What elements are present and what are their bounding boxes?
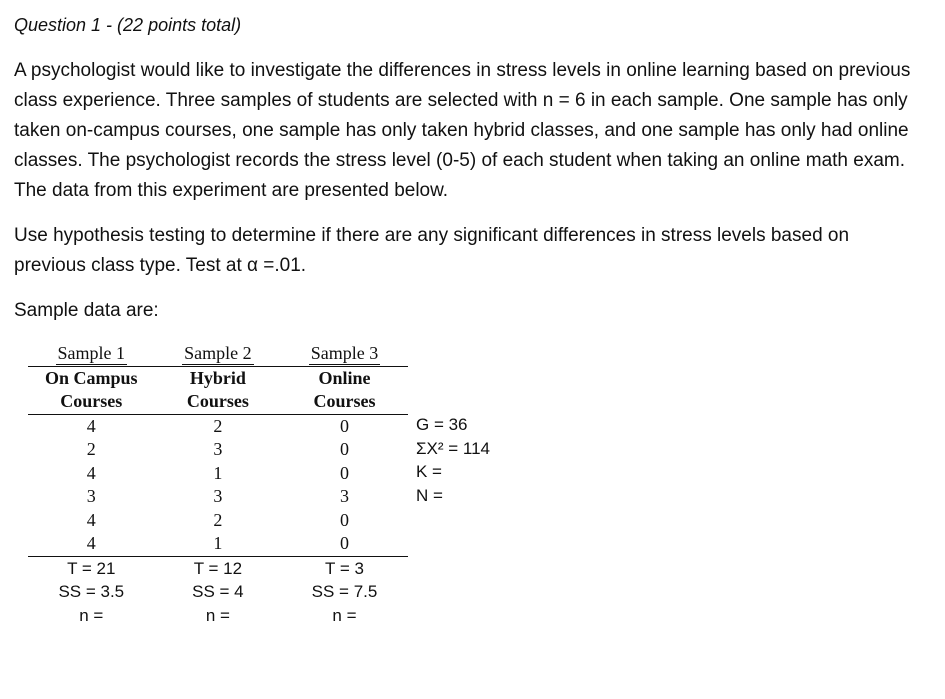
data-cell: 3	[86, 486, 96, 506]
totals-row	[28, 557, 408, 581]
data-cell: 4	[86, 509, 96, 530]
total-sample-3: T = 3	[325, 558, 364, 578]
header-group-1: On Campus	[45, 367, 138, 388]
data-cell: 2	[213, 509, 223, 530]
data-cell: 4	[86, 415, 96, 436]
data-cell: 4	[86, 462, 96, 483]
header-sample-2: Sample 2	[184, 343, 252, 363]
data-cell: 3	[213, 439, 223, 459]
table-row	[28, 509, 408, 533]
data-cell: 3	[339, 486, 349, 506]
data-cell: 2	[213, 415, 223, 436]
header-courses-1: Courses	[60, 391, 123, 411]
data-cell: 3	[213, 486, 223, 506]
table-row	[28, 532, 408, 556]
header-courses-3: Courses	[313, 391, 376, 411]
k-value: K =	[416, 462, 442, 481]
table-row	[28, 462, 408, 486]
header-row-2	[28, 367, 408, 391]
data-cell: 0	[339, 509, 349, 530]
n-total: N =	[416, 485, 443, 505]
summary-stats	[416, 413, 490, 507]
data-cell: 1	[213, 533, 223, 553]
total-sample-1: T = 21	[67, 558, 116, 578]
data-cell: 0	[339, 462, 349, 483]
question-title: Question 1 - (22 points total)	[14, 15, 242, 35]
header-group-3: Online	[318, 367, 371, 388]
data-cell: 0	[339, 533, 349, 553]
header-courses-2: Courses	[186, 391, 249, 411]
header-row-3	[28, 390, 408, 414]
table-row	[28, 438, 408, 462]
ss-sample-2: SS = 4	[192, 582, 244, 601]
grand-total: G = 36	[416, 415, 468, 434]
n-row	[28, 604, 408, 628]
ss-sample-3: SS = 7.5	[311, 582, 378, 601]
sum-x-squared: ΣX² = 114	[416, 438, 490, 458]
table-row	[28, 485, 408, 509]
table-row	[28, 415, 408, 439]
data-cell: 1	[213, 462, 223, 483]
ss-sample-1: SS = 3.5	[58, 582, 125, 601]
data-cell: 0	[339, 415, 349, 436]
header-sample-3: Sample 3	[310, 343, 379, 363]
header-group-2: Hybrid	[189, 367, 246, 388]
sample-data-table	[28, 342, 408, 627]
header-row-1	[28, 342, 408, 366]
n-sample-2: n =	[205, 605, 230, 625]
instructions: Use hypothesis testing to determine if there are any significant differences in stress levels based on previous class type. Test at α =.01.	[14, 225, 850, 276]
header-sample-1: Sample 1	[57, 343, 126, 363]
sample-data-label: Sample data are:	[14, 300, 159, 321]
ss-row	[28, 580, 408, 604]
n-sample-1: n =	[79, 605, 104, 625]
data-cell: 4	[86, 533, 96, 553]
n-sample-3: n =	[332, 605, 357, 625]
problem-description: A psychologist would like to investigate the differences in stress levels in online learning based on previous class experience. Three samples of students are selected with n = 6 in each sample. One sample has only taken on-campus courses, one sample has only taken hybrid classes, and one sample has only had online classes. The psychologist records the stress level (0-5) of each student when taking an online math exam. The data from this experiment are presented below.	[14, 60, 911, 201]
total-sample-2: T = 12	[193, 558, 243, 578]
data-cell: 0	[339, 439, 349, 459]
data-cell: 2	[86, 439, 96, 459]
